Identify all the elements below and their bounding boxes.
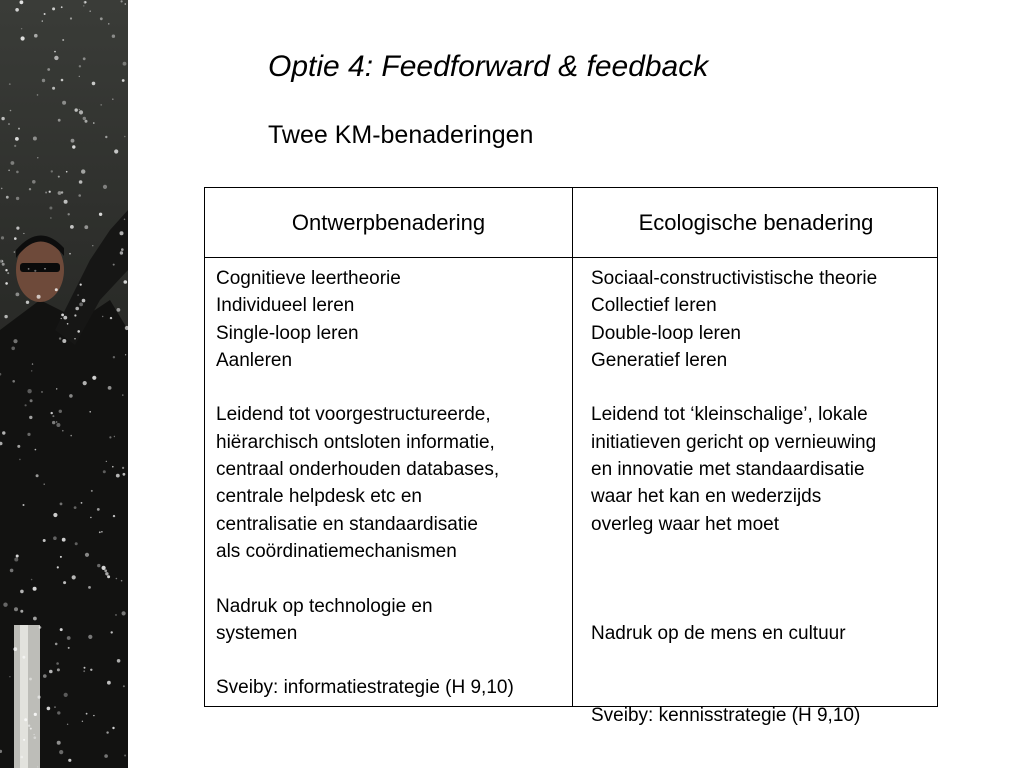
header-ecologische-benadering: Ecologische benadering	[638, 210, 874, 235]
slide-title: Optie 4: Feedforward & feedback	[268, 50, 709, 83]
left-sveiby-block: Sveiby: informatiestrategie (H 9,10)	[216, 677, 514, 699]
column-ontwerpbenadering	[216, 265, 571, 702]
header-divider	[205, 257, 937, 258]
right-emphasis-block: Nadruk op de mens en cultuur	[591, 622, 846, 644]
column-ecologische-benadering	[591, 265, 939, 729]
right-leading-block: Leidend tot ‘kleinschalige’, lokale initiatieven gericht op vernieuwing en innovatie met standaardisatie waar het kan en wederzijds overleg waar het moet	[591, 404, 877, 535]
right-sveiby-block: Sveiby: kennisstrategie (H 9,10)	[591, 704, 861, 726]
rain-photo	[0, 0, 128, 768]
header-ontwerpbenadering: Ontwerpbenadering	[291, 210, 486, 235]
left-emphasis-block: Nadruk op technologie en systemen	[216, 595, 433, 644]
slide-subtitle: Twee KM-benaderingen	[268, 121, 534, 149]
left-leading-block: Leidend tot voorgestructureerde, hiërarchisch ontsloten informatie, centraal onderhouden databases, centrale helpdesk etc en centralisatie en standaardisatie als coördinatiemechanismen	[216, 404, 500, 562]
sunglasses	[20, 263, 60, 272]
right-theory-block: Sociaal-constructivistische theorie Collectief leren Double-loop leren Generatief leren	[591, 268, 878, 371]
left-theory-block: Cognitieve leertheorie Individueel leren Single-loop leren Aanleren	[216, 268, 401, 371]
comparison-table	[204, 187, 938, 726]
column-divider	[572, 188, 573, 706]
